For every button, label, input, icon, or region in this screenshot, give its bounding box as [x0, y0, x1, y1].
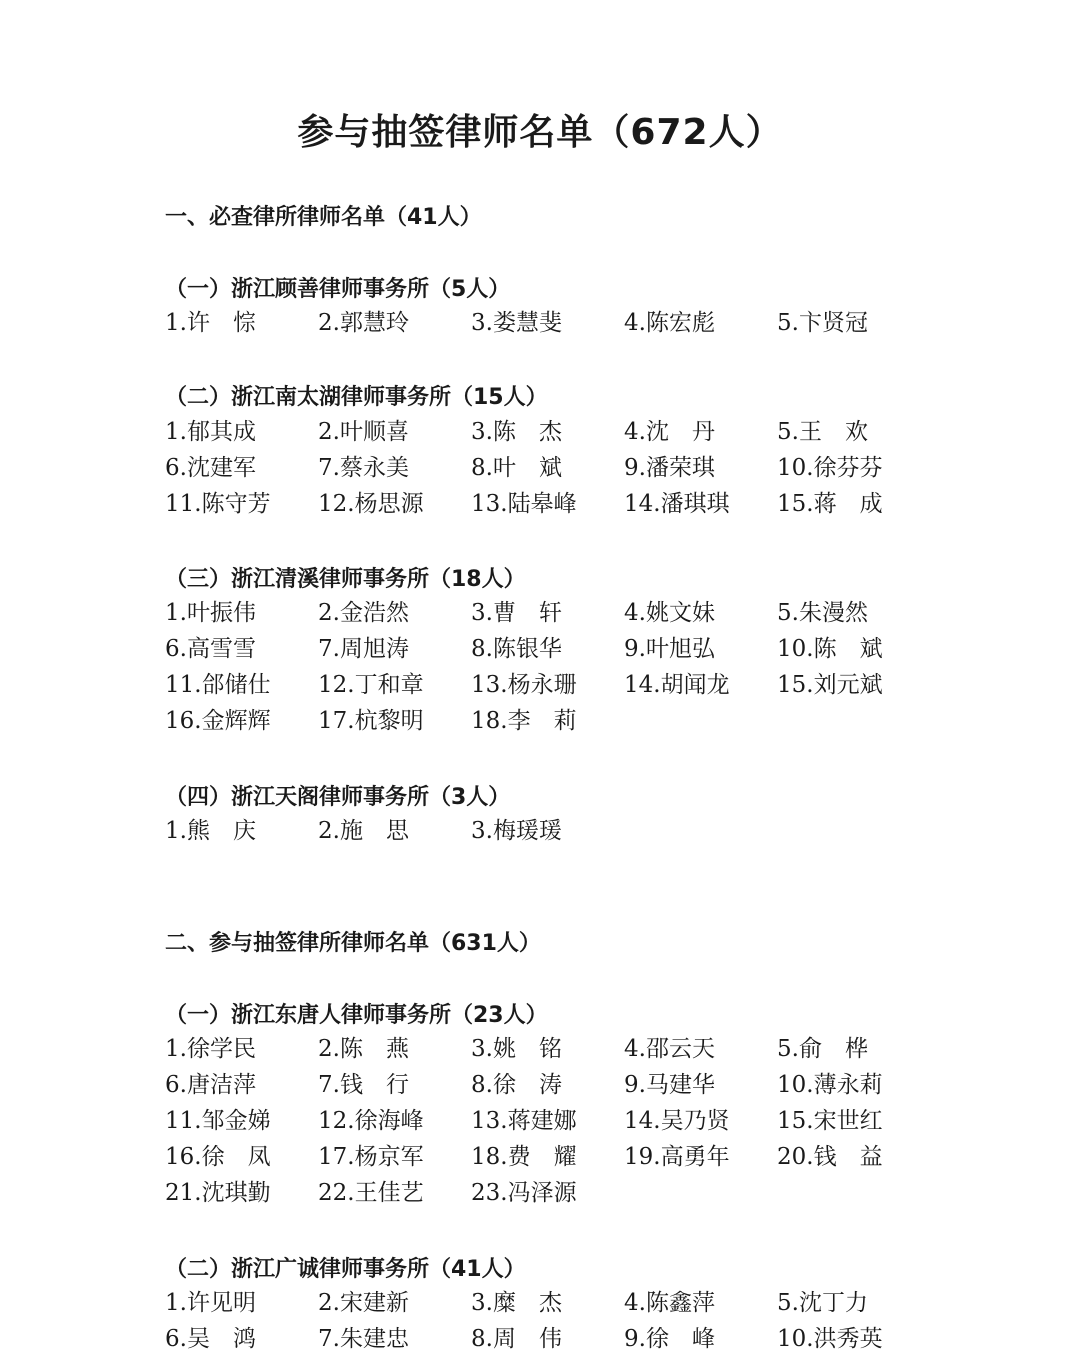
lawyer-entry: 2.金浩然: [318, 600, 409, 626]
lawyer-entry: 3.糜 杰: [471, 1290, 562, 1316]
lawyer-entry: 10.陈 斌: [777, 636, 883, 662]
lawyer-entry: 4.沈 丹: [624, 419, 715, 445]
lawyer-list: [165, 1285, 930, 1357]
lawyer-row: [165, 486, 930, 522]
lawyer-entry: 4.姚文妹: [624, 600, 715, 626]
lawyer-entry: 5.卞贤冠: [777, 310, 868, 336]
lawyer-list: [165, 305, 930, 341]
lawyer-entry: 2.叶顺喜: [318, 419, 409, 445]
lawyer-entry: 3.梅瑗瑗: [471, 818, 562, 844]
lawyer-entry: 1.郁其成: [165, 419, 256, 445]
lawyer-entry: 1.叶振伟: [165, 600, 256, 626]
lawyer-entry: 15.蒋 成: [777, 491, 883, 517]
lawyer-row: [165, 631, 930, 667]
lawyer-entry: 4.陈鑫萍: [624, 1290, 715, 1316]
lawyer-entry: 14.潘琪琪: [624, 491, 730, 517]
lawyer-entry: 6.高雪雪: [165, 636, 256, 662]
lawyer-entry: 12.徐海峰: [318, 1108, 424, 1134]
lawyer-list: [165, 595, 930, 739]
lawyer-row: [165, 813, 624, 849]
lawyer-entry: 15.刘元斌: [777, 672, 883, 698]
lawyer-entry: 18.李 莉: [471, 708, 577, 734]
lawyer-entry: 22.王佳艺: [318, 1180, 424, 1206]
lawyer-row: [165, 667, 930, 703]
firm-heading: （三）浙江清溪律师事务所（18人）: [165, 567, 526, 592]
lawyer-entry: 1.许见明: [165, 1290, 256, 1316]
lawyer-row: [165, 450, 930, 486]
firm-heading: （二）浙江南太湖律师事务所（15人）: [165, 385, 548, 410]
lawyer-entry: 14.胡闻龙: [624, 672, 730, 698]
lawyer-entry: 8.叶 斌: [471, 455, 562, 481]
lawyer-entry: 19.高勇年: [624, 1144, 730, 1170]
lawyer-entry: 16.徐 凤: [165, 1144, 271, 1170]
lawyer-entry: 17.杨京军: [318, 1144, 424, 1170]
lawyer-entry: 11.陈守芳: [165, 491, 271, 517]
lawyer-entry: 4.陈宏彪: [624, 310, 715, 336]
lawyer-entry: 21.沈琪勤: [165, 1180, 271, 1206]
lawyer-row: [165, 1103, 930, 1139]
firm-heading: （一）浙江东唐人律师事务所（23人）: [165, 1003, 548, 1028]
lawyer-row: [165, 414, 930, 450]
lawyer-entry: 16.金辉辉: [165, 708, 271, 734]
lawyer-entry: 7.朱建忠: [318, 1326, 409, 1352]
lawyer-entry: 5.沈丁力: [777, 1290, 868, 1316]
lawyer-row: [165, 1175, 930, 1211]
lawyer-entry: 7.蔡永美: [318, 455, 409, 481]
lawyer-entry: 1.徐学民: [165, 1036, 256, 1062]
lawyer-entry: 6.吴 鸿: [165, 1326, 256, 1352]
lawyer-entry: 3.姚 铭: [471, 1036, 562, 1062]
lawyer-entry: 10.薄永莉: [777, 1072, 883, 1098]
lawyer-entry: 2.施 思: [318, 818, 409, 844]
lawyer-entry: 10.徐芬芬: [777, 455, 883, 481]
lawyer-entry: 10.洪秀英: [777, 1326, 883, 1352]
lawyer-entry: 12.丁和章: [318, 672, 424, 698]
lawyer-entry: 7.钱 行: [318, 1072, 409, 1098]
lawyer-entry: 12.杨思源: [318, 491, 424, 517]
lawyer-entry: 9.叶旭弘: [624, 636, 715, 662]
part-heading-lottery: 二、参与抽签律所律师名单（631人）: [165, 931, 541, 956]
lawyer-entry: 11.郃储仕: [165, 672, 271, 698]
lawyer-entry: 1.许 悰: [165, 310, 256, 336]
lawyer-list: [165, 1031, 930, 1211]
lawyer-entry: 4.邵云天: [624, 1036, 715, 1062]
lawyer-list: [165, 414, 930, 522]
lawyer-entry: 15.宋世红: [777, 1108, 883, 1134]
firm-heading: （一）浙江顾善律师事务所（5人）: [165, 277, 511, 302]
lawyer-row: [165, 1285, 930, 1321]
lawyer-row: [165, 1139, 930, 1175]
lawyer-row: [165, 595, 930, 631]
lawyer-entry: 2.郭慧玲: [318, 310, 409, 336]
firm-heading: （二）浙江广诚律师事务所（41人）: [165, 1257, 526, 1282]
lawyer-entry: 3.陈 杰: [471, 419, 562, 445]
lawyer-entry: 3.曹 轩: [471, 600, 562, 626]
lawyer-entry: 9.马建华: [624, 1072, 715, 1098]
lawyer-entry: 14.吴乃贤: [624, 1108, 730, 1134]
lawyer-entry: 5.俞 桦: [777, 1036, 868, 1062]
part-heading-mandatory: 一、必查律所律师名单（41人）: [165, 205, 482, 230]
lawyer-entry: 7.周旭涛: [318, 636, 409, 662]
lawyer-entry: 6.沈建军: [165, 455, 256, 481]
lawyer-list: [165, 813, 624, 849]
lawyer-entry: 8.徐 涛: [471, 1072, 562, 1098]
lawyer-entry: 2.宋建新: [318, 1290, 409, 1316]
lawyer-row: [165, 1031, 930, 1067]
lawyer-entry: 11.邹金娣: [165, 1108, 271, 1134]
lawyer-row: [165, 305, 930, 341]
lawyer-entry: 23.冯泽源: [471, 1180, 577, 1206]
document-title: 参与抽签律师名单（672人）: [297, 112, 783, 153]
lawyer-entry: 5.朱漫然: [777, 600, 868, 626]
lawyer-entry: 6.唐洁萍: [165, 1072, 256, 1098]
lawyer-entry: 8.陈银华: [471, 636, 562, 662]
lawyer-row: [165, 1067, 930, 1103]
lawyer-entry: 9.徐 峰: [624, 1326, 715, 1352]
lawyer-entry: 5.王 欢: [777, 419, 868, 445]
lawyer-entry: 3.娄慧斐: [471, 310, 562, 336]
lawyer-row: [165, 1321, 930, 1357]
lawyer-entry: 20.钱 益: [777, 1144, 883, 1170]
lawyer-entry: 1.熊 庆: [165, 818, 256, 844]
lawyer-row: [165, 703, 930, 739]
lawyer-entry: 13.蒋建娜: [471, 1108, 577, 1134]
lawyer-entry: 8.周 伟: [471, 1326, 562, 1352]
lawyer-entry: 18.费 耀: [471, 1144, 577, 1170]
lawyer-entry: 2.陈 燕: [318, 1036, 409, 1062]
lawyer-entry: 9.潘荣琪: [624, 455, 715, 481]
lawyer-entry: 13.陆皋峰: [471, 491, 577, 517]
lawyer-entry: 17.杭黎明: [318, 708, 424, 734]
lawyer-entry: 13.杨永珊: [471, 672, 577, 698]
firm-heading: （四）浙江天阁律师事务所（3人）: [165, 785, 511, 810]
